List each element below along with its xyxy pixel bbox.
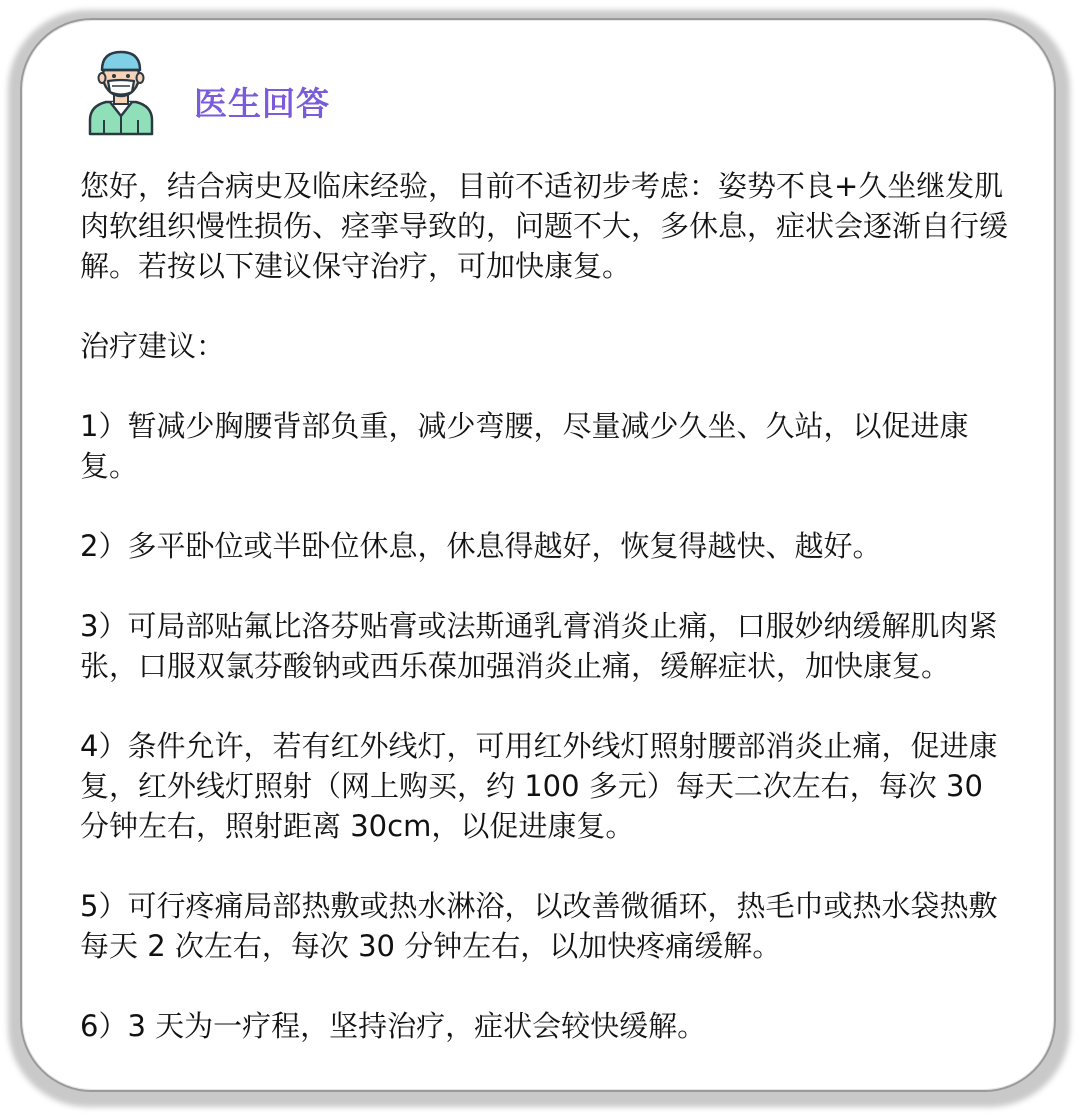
answer-title: 医生回答 [194,84,330,123]
intro-paragraph: 您好，结合病史及临床经验，目前不适初步考虑：姿势不良+久坐继发肌肉软组织慢性损伤、痉挛导致的，问题不大，多休息，症状会逐渐自行缓解。若按以下建议保守治疗，可加快康复。 [80,169,1009,283]
answer-header [84,46,484,136]
advice-item-6: 6）3 天为一疗程，坚持治疗，症状会较快缓解。 [80,1009,707,1043]
answer-content [80,166,1010,1046]
advice-item-5: 5）可行疼痛局部热敷或热水淋浴，以改善微循环，热毛巾或热水袋热敷每天 2 次左右，每次 30 分钟左右，以加快疼痛缓解。 [80,889,998,963]
advice-item-2: 2）多平卧位或半卧位休息，休息得越好，恢复得越快、越好。 [80,529,882,563]
advice-item-1: 1）暂减少胸腰背部负重，减少弯腰，尽量减少久坐、久站，以促进康复。 [80,409,969,483]
advice-heading: 治疗建议： [80,329,226,363]
doctor-avatar-icon [84,46,158,136]
advice-item-4: 4）条件允许，若有红外线灯，可用红外线灯照射腰部消炎止痛，促进康复，红外线灯照射（网上购买，约 100 多元）每天二次左右，每次 30 分钟左右，照射距离 30cm，以促进康复。 [80,729,998,843]
advice-item-3: 3）可局部贴氟比洛芬贴膏或法斯通乳膏消炎止痛，口服妙纳缓解肌肉紧张，口服双氯芬酸钠或西乐葆加强消炎止痛，缓解症状，加快康复。 [80,609,998,683]
